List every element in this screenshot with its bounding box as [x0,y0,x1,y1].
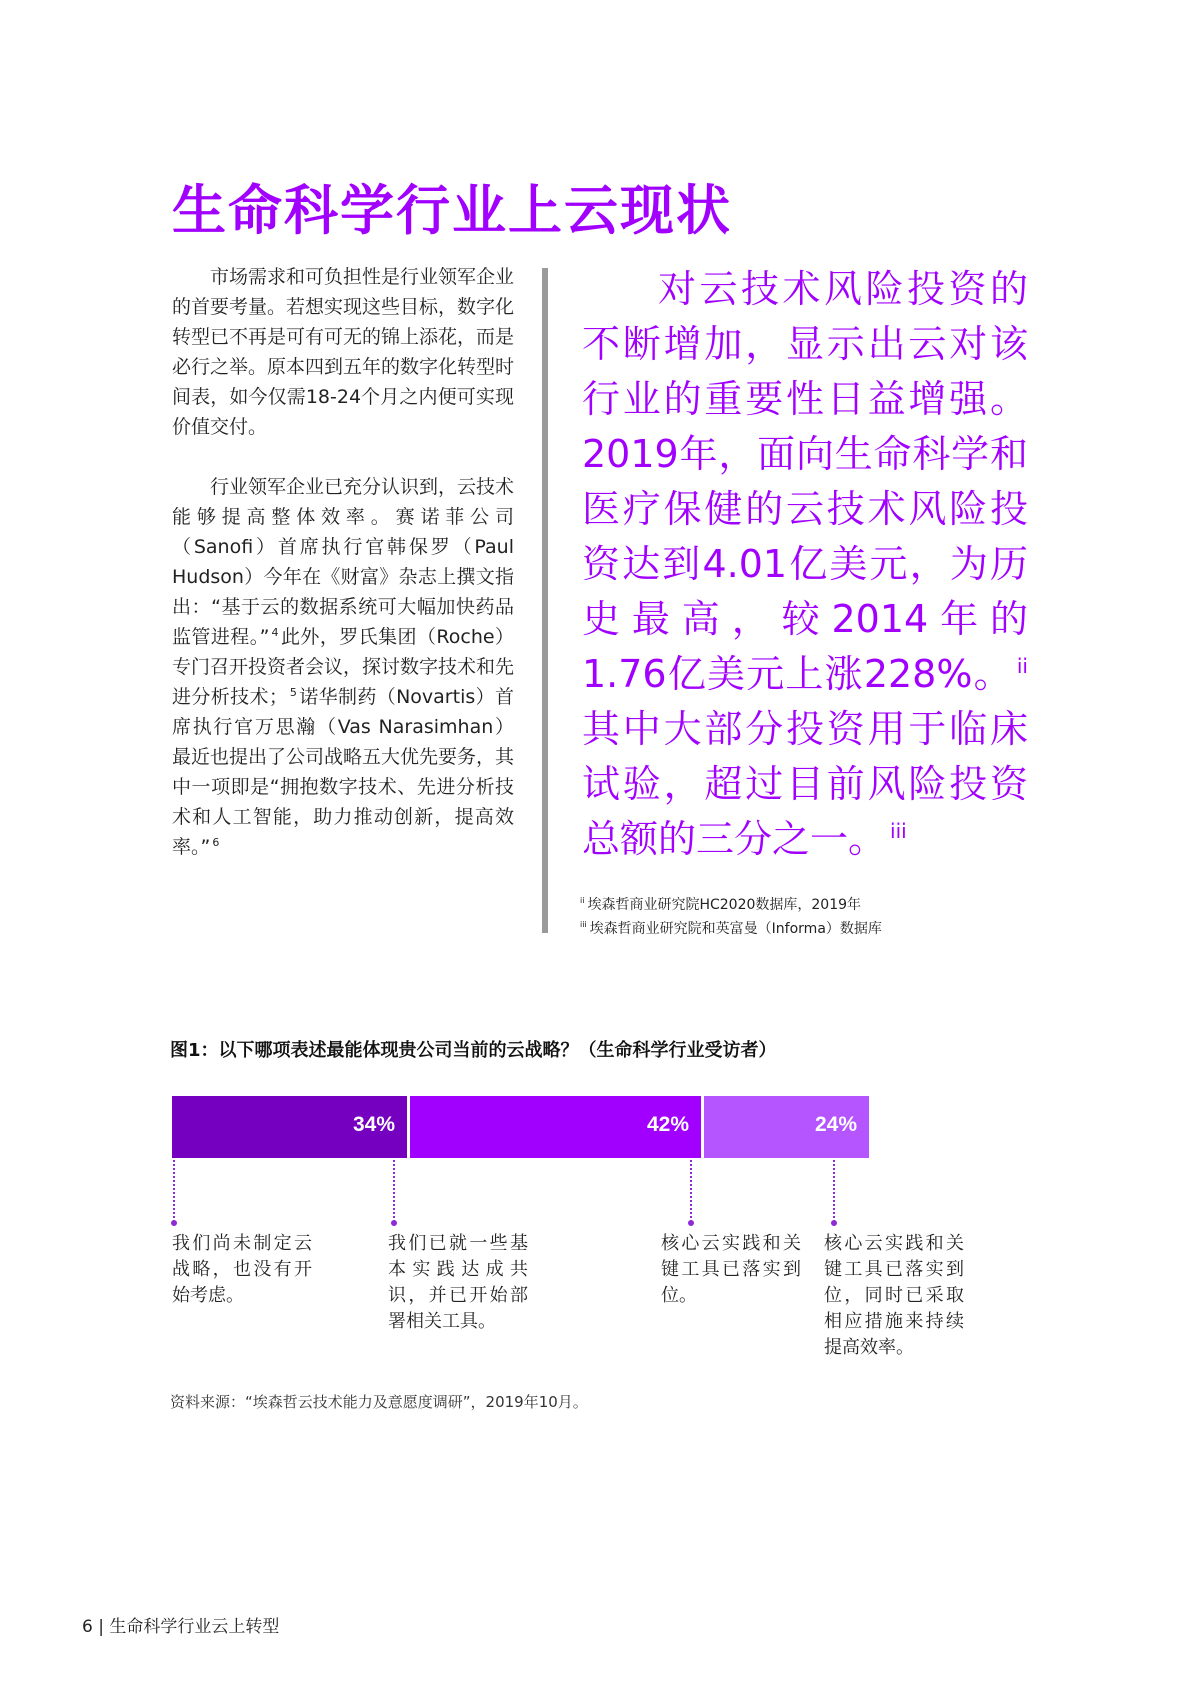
footnote-mark: iii [580,920,587,930]
page-title: 生命科学行业上云现状 [172,179,732,242]
category-description: 我们尚未制定云战略，也没有开始考虑。 [172,1233,312,1306]
footnote-ii [580,893,882,917]
footnote-iii [580,917,882,941]
body-paragraph-2-part-b: 此外，罗氏集团（Roche）专门召开投资者会议，探讨数字技术和先进分析技术； [172,626,515,708]
pull-quote-part-2: 其中大部分投资用于临床试验，超过目前风险投资总额的三分之一。 [582,707,1028,861]
endnote-ref-ii: ii [1016,654,1028,679]
bar-value-label: 42% [646,1113,689,1136]
category-description: 我们已就一些基本实践达成共识，并已开始部署相关工具。 [388,1233,528,1332]
pull-quote [582,262,1028,867]
figure-source: 资料来源：“埃森哲云技术能力及意愿度调研”，2019年10月。 [170,1393,588,1411]
footnote-ref-4: 4 [271,625,279,639]
footnote-text: 埃森哲商业研究院HC2020数据库，2019年 [587,897,862,913]
pull-quote-part-1: 对云技术风险投资的不断增加，显示出云对该行业的重要性日益增强。2019年，面向生命科学和医疗保健的云技术风险投资达到4.01亿美元，为历史最高，较2014年的1.76亿美元上涨228%。 [582,267,1028,696]
footnotes [580,893,882,941]
page-footer: 6 | 生命科学行业云上转型 [82,1617,280,1637]
body-paragraph-2-part-c: 诺华制药（Novartis）首席执行官万思瀚（Vas Narasimhan）最近也提出了公司战略五大优先要务，其中一项即是“拥抱数字技术、先进分析技术和人工智能，助力推动创新，提高效率。” [172,686,515,858]
bar-segment-42 [410,1096,701,1158]
connector-dot [391,1220,397,1226]
connector-line [833,1160,835,1222]
footnote-text: 埃森哲商业研究院和英富曼（Informa）数据库 [589,921,882,937]
category-description: 核心云实践和关键工具已落实到位。 [661,1233,801,1306]
bar-value-label: 34% [352,1113,395,1136]
connector-dot [171,1220,177,1226]
footnote-mark: ii [580,896,585,906]
endnote-ref-iii: iii [890,819,907,844]
connector-line [393,1160,395,1222]
bar-segment-24 [704,1096,869,1158]
body-paragraph-2-part-a: 行业领军企业已充分认识到，云技术能够提高整体效率。赛诺菲公司（Sanofi）首席执行官韩保罗（Paul Hudson）今年在《财富》杂志上撰文指出：“基于云的数据系统可大幅加快药品监管进程。” [172,476,515,648]
category-description: 核心云实践和关键工具已落实到位，同时已采取相应措施来持续提高效率。 [824,1233,964,1358]
bar-value-label: 24% [814,1113,857,1136]
pull-quote-text [582,262,1028,867]
body-paragraph-2 [172,472,514,862]
vertical-divider [542,268,548,933]
connector-dot [831,1220,837,1226]
connector-line [173,1160,175,1222]
body-paragraph-1: 市场需求和可负担性是行业领军企业的首要考量。若想实现这些目标，数字化转型已不再是可有可无的锦上添花，而是必行之举。原本四到五年的数字化转型时间表，如今仅需18-24个月之内便可实现价值交付。 [172,266,515,438]
figure-title: 图1：以下哪项表述最能体现贵公司当前的云战略？（生命科学行业受访者） [170,1040,777,1061]
bar-segment-34 [172,1096,407,1158]
connector-line [690,1160,692,1222]
footnote-ref-5: 5 [289,685,297,699]
body-text [172,262,514,892]
connector-dot [688,1220,694,1226]
footnote-ref-6: 6 [212,835,220,849]
